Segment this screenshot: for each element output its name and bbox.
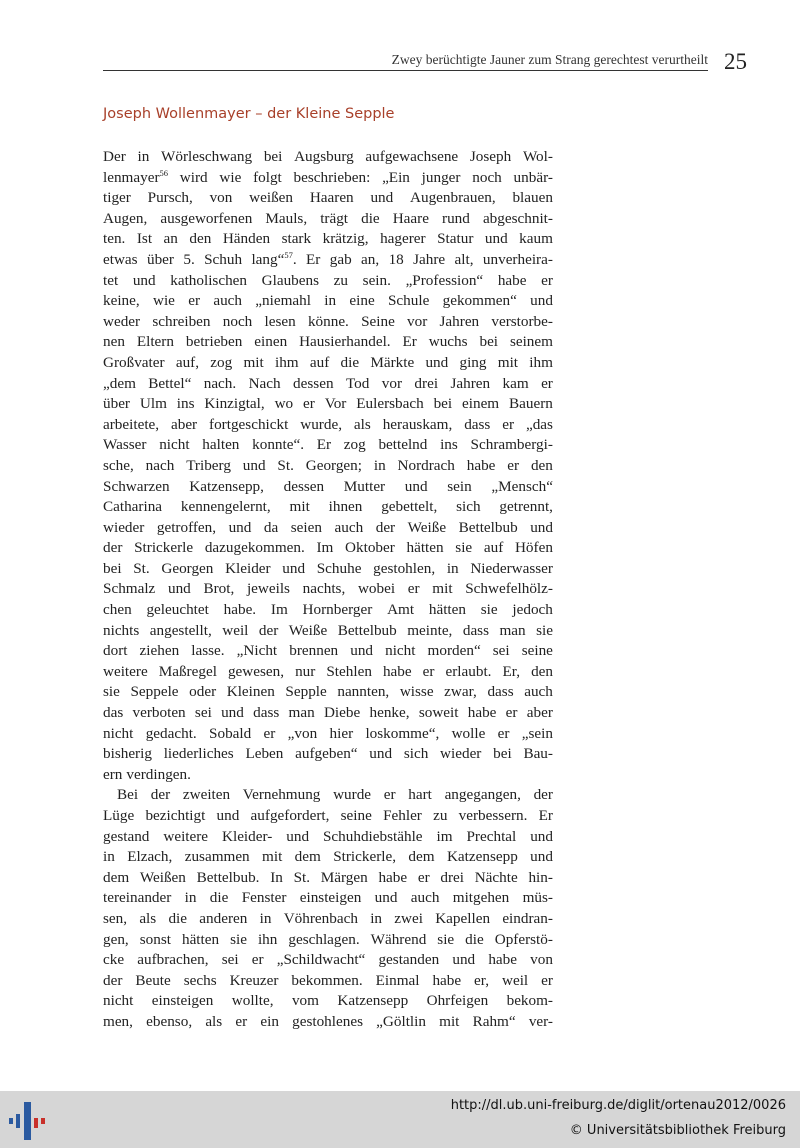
text-line: nen Eltern betrieben einen Hausierhandel. Er wuchs bei seinem <box>103 333 553 351</box>
text-line: etwas über 5. Schuh lang“$^{57}$. Er gab an, 18 Jahre alt, unverheira- <box>103 249 553 268</box>
text-line: wieder getroffen, und da seien auch der Weiße Bettelbub und <box>103 518 553 536</box>
text-line: nicht einsteigen wollte, vom Katzensepp Ohrfeigen bekom- <box>103 992 553 1010</box>
text-line: Wasser nicht halten konnte“. Er zog bettelnd ins Schrambergi- <box>103 436 553 454</box>
text-line: nicht gedacht. Sobald er „von hier loskomme“, wolle er „sein <box>103 724 553 742</box>
chapter-heading: Joseph Wollenmayer – der Kleine Sepple <box>103 106 395 122</box>
text-line: arbeitete, aber fortgeschickt wurde, als herauskam, dass er „das <box>103 415 553 433</box>
text-line: Catharina kennengelernt, mit ihnen gebettelt, sich getrennt, <box>103 498 553 516</box>
text-line: weitere Maßregel gewesen, nur Stehlen habe er erlaubt. Er, den <box>103 662 553 680</box>
text-line: sche, nach Triberg und St. Georgen; in Nordrach habe er den <box>103 456 553 474</box>
text-line: Lüge bezichtigt und aufgefordert, seine Fehler zu verbessern. Er <box>103 807 553 824</box>
text-line: „dem Bettel“ nach. Nach dessen Tod vor drei Jahren kam er <box>103 374 553 392</box>
text-line: sen, als die anderen in Vöhrenbach in zwei Kapellen eindran- <box>103 909 553 927</box>
text-line: gen, sonst hätten sie ihn geschlagen. Während sie die Opferstö- <box>103 930 553 948</box>
text-line: tereinander in die Fenster einsteigen und auch mitgehen müs- <box>103 889 553 907</box>
text-line: Augen, ausgeworfenen Mauls, trägt die Haare rund abgeschnit- <box>103 209 553 227</box>
text-line: bei St. Georgen Kleider und Schuhe gestohlen, in Niederwasser <box>103 559 553 577</box>
text-line: der Strickerle dazugekommen. Im Oktober hätten sie auf Höfen <box>103 539 553 557</box>
text-line: über Ulm ins Kinzigtal, wo er Vor Eulersbach bei einem Bauern <box>103 395 553 413</box>
text-line: bisherig liederliches Leben aufgeben“ und sich wieder bei Bau- <box>103 745 553 763</box>
page-number: 25 <box>724 49 747 74</box>
text-line: tet und katholischen Glaubens zu sein. „Profession“ habe er <box>103 271 553 289</box>
text-line: dort ziehen lasse. „Nicht brennen und nicht morden“ sei seine <box>103 642 553 660</box>
text-line: cke aufbrachen, sei er „Schildwacht“ gestanden und habe von <box>103 951 553 969</box>
ub-freiburg-logo-icon[interactable] <box>6 1100 50 1142</box>
text-line: lenmayer$^{56}$ wird wie folgt beschrieben: „Ein junger noch unbär- <box>103 167 553 186</box>
copyright-notice: © Universitätsbibliothek Freiburg <box>569 1123 786 1138</box>
text-line: keine, wie er auch „niemahl in eine Schule gekommen“ und <box>103 292 553 310</box>
text-line: men, ebenso, als er ein gestohlenes „Göltlin mit Rahm“ ver- <box>103 1012 553 1030</box>
text-line: Schmalz und Brot, jeweils nachts, wobei er mit Schwefelhölz- <box>103 580 553 598</box>
text-line: dem Weißen Bettelbub. In St. Märgen habe er drei Nächte hin- <box>103 868 553 886</box>
running-title: Zwey berüchtigte Jauner zum Strang gerechtest verurtheilt <box>391 52 708 67</box>
body-text <box>103 147 553 1033</box>
text-line: das verboten sei und dass man Diebe henke, soweit habe er aber <box>103 704 553 722</box>
footer-bar <box>0 1091 800 1148</box>
text-line: Schwarzen Katzensepp, dessen Mutter und sein „Mensch“ <box>103 477 553 495</box>
text-line: tiger Pursch, von weißen Haaren und Augenbrauen, blauen <box>103 189 553 207</box>
text-line: Großvater auf, zog mit ihm auf die Märkte und ging mit ihm <box>103 353 553 371</box>
text-line: ern verdingen. <box>103 765 191 783</box>
text-line: ten. Ist an den Händen stark krätzig, hagerer Statur und kaum <box>103 230 553 248</box>
text-line: Der in Wörleschwang bei Augsburg aufgewachsene Joseph Wol- <box>103 148 553 165</box>
source-url-link[interactable]: http://dl.ub.uni-freiburg.de/diglit/ortenau2012/0026 <box>450 1098 786 1113</box>
text-line: der Beute sechs Kreuzer bekommen. Einmal habe er, weil er <box>103 971 553 989</box>
footnote-marker[interactable]: 56 <box>159 167 169 178</box>
text-line: weder schreiben noch lesen könne. Seine vor Jahren verstorbe- <box>103 312 553 330</box>
text-line: chen geleuchtet habe. Im Hornberger Amt hätten sie jedoch <box>103 601 553 619</box>
text-line: sie Seppele oder Kleinen Sepple nannten, wisse zwar, dass auch <box>103 683 553 701</box>
text-line: Bei der zweiten Vernehmung wurde er hart angegangen, der <box>117 786 553 804</box>
text-line: gestand weitere Kleider- und Schuhdiebstähle im Prechtal und <box>103 827 553 845</box>
footnote-marker[interactable]: 57 <box>284 249 293 260</box>
running-header <box>103 50 708 71</box>
text-line: nichts angestellt, weil der Weiße Bettelbub meinte, dass man sie <box>103 621 553 639</box>
text-line: in Elzach, zusammen mit dem Strickerle, dem Katzensepp und <box>103 848 553 866</box>
